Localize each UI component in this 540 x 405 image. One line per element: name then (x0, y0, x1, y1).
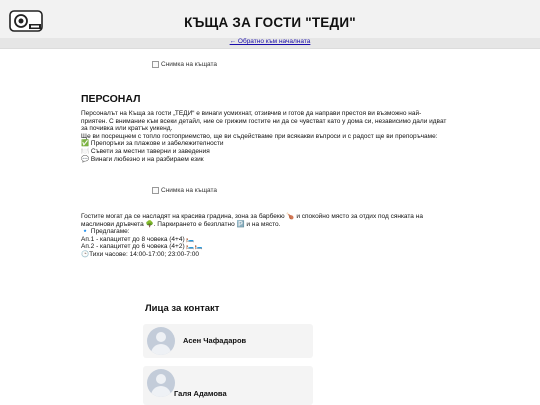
house-photo-2 (152, 187, 217, 194)
house-photo-1 (152, 61, 217, 68)
avatar-placeholder-icon (147, 369, 175, 397)
staff-heading: ПЕРСОНАЛ (81, 93, 141, 105)
broken-image-icon (152, 187, 159, 194)
amenities-line: Гостите могат да се насладят на красива градина, зона за барбекю 🍗 и спокойно място за отдих под сянката на (81, 213, 423, 220)
page-header (0, 0, 540, 49)
apartment-2: Ап.2 - капацитет до 6 човека (4+2) 🛏️🛏️ (81, 243, 203, 251)
amenities-paragraph (81, 213, 461, 259)
apartment-1: Ап.1 - капацитет до 8 човека (4+4) 🛏️ (81, 235, 195, 243)
contact-name: Асен Чафадаров (183, 336, 247, 345)
contact-card[interactable] (143, 366, 313, 405)
quiet-hours: 🕒Тихи часове: 14:00-17:00; 23:00-7:00 (81, 250, 200, 258)
staff-list-item: 🍽️ Съвети за местни таверни и заведения (81, 147, 210, 155)
contact-name: Галя Адамова (174, 389, 227, 398)
house-photo-2-alt: Снимка на къщата (161, 187, 218, 194)
staff-list-item: 💬 Винаги любезно и на разбираем език (81, 155, 204, 163)
back-to-home-link[interactable]: ← Обратно към началната (229, 38, 311, 45)
broken-image-icon (152, 61, 159, 68)
staff-paragraph (81, 110, 461, 163)
staff-line: Персоналът на Къща за гости „ТЕДИ“ е винаги усмихнат, отзивчив и готов да направи престоя ви възможно най- (81, 110, 422, 117)
amenities-line: маслинови дръвчета 🌳. Паркирането е безплатно 🅿️ и на място. (81, 220, 281, 228)
contacts-heading: Лица за контакт (145, 303, 220, 314)
avatar-placeholder-icon (147, 327, 175, 355)
staff-line: приятен. С внимание към всеки детайл, ние се грижим гостите ни да се чувстват като у дома си, независимо дали идват (81, 117, 447, 125)
page-title: КЪЩА ЗА ГОСТИ "ТЕДИ" (184, 15, 356, 30)
offer-heading: 🔹 Предлагаме: (81, 228, 130, 236)
staff-list-item: ✅ Препоръки за плажове и забележителности (81, 140, 224, 148)
contact-card[interactable] (143, 324, 313, 358)
house-photo-1-alt: Снимка на къщата (161, 61, 218, 68)
staff-line: за почивка или кратък уикенд. (81, 125, 173, 133)
staff-line: Ще ви посрещнем с топло гостоприемство, ще ви съдействаме при всякакви въпроси и с радост ще ви препоръчаме: (81, 132, 438, 140)
